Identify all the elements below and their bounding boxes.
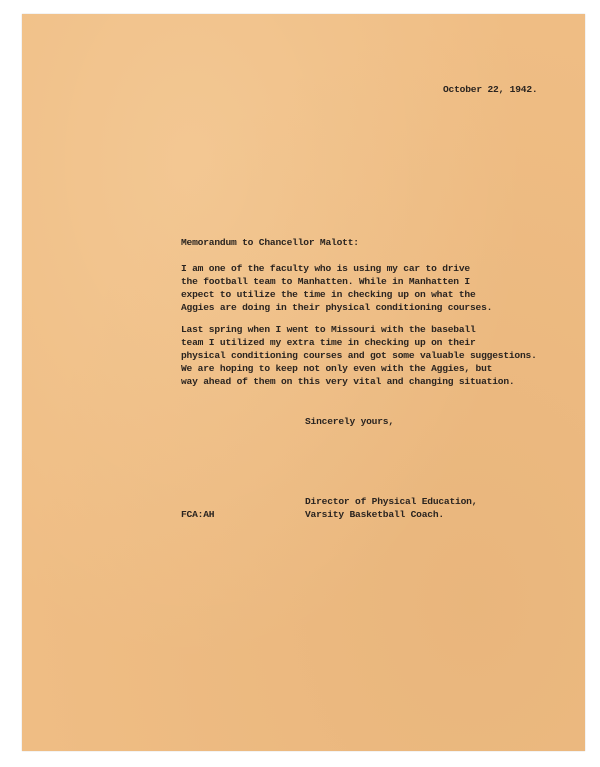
paragraph-line: team I utilized my extra time in checking up on their [181, 337, 476, 348]
paragraph-1 [181, 262, 492, 314]
signature-title-line: Director of Physical Education, [305, 496, 478, 507]
signature-title-line: Varsity Basketball Coach. [305, 509, 444, 520]
paragraph-line: physical conditioning courses and got some valuable suggestions. [181, 350, 537, 361]
letter-closing: Sincerely yours, [305, 416, 394, 427]
paragraph-line: Last spring when I went to Missouri with the baseball [181, 324, 476, 335]
signature-title [305, 495, 477, 521]
letter-date: October 22, 1942. [443, 84, 538, 95]
paragraph-line: expect to utilize the time in checking up on what the [181, 289, 476, 300]
paragraph-line: the football team to Manhatten. While in Manhatten I [181, 276, 470, 287]
paragraph-line: way ahead of them on this very vital and changing situation. [181, 376, 515, 387]
paragraph-3 [181, 362, 514, 388]
paragraph-line: We are hoping to keep not only even with the Aggies, but [181, 363, 493, 374]
paragraph-line: Aggies are doing in their physical conditioning courses. [181, 302, 493, 313]
typist-initials: FCA:AH [181, 509, 215, 520]
letter-page [22, 14, 585, 751]
paragraph-line: I am one of the faculty who is using my car to drive [181, 263, 470, 274]
paragraph-2 [181, 323, 537, 362]
memo-salutation: Memorandum to Chancellor Malott: [181, 237, 359, 248]
